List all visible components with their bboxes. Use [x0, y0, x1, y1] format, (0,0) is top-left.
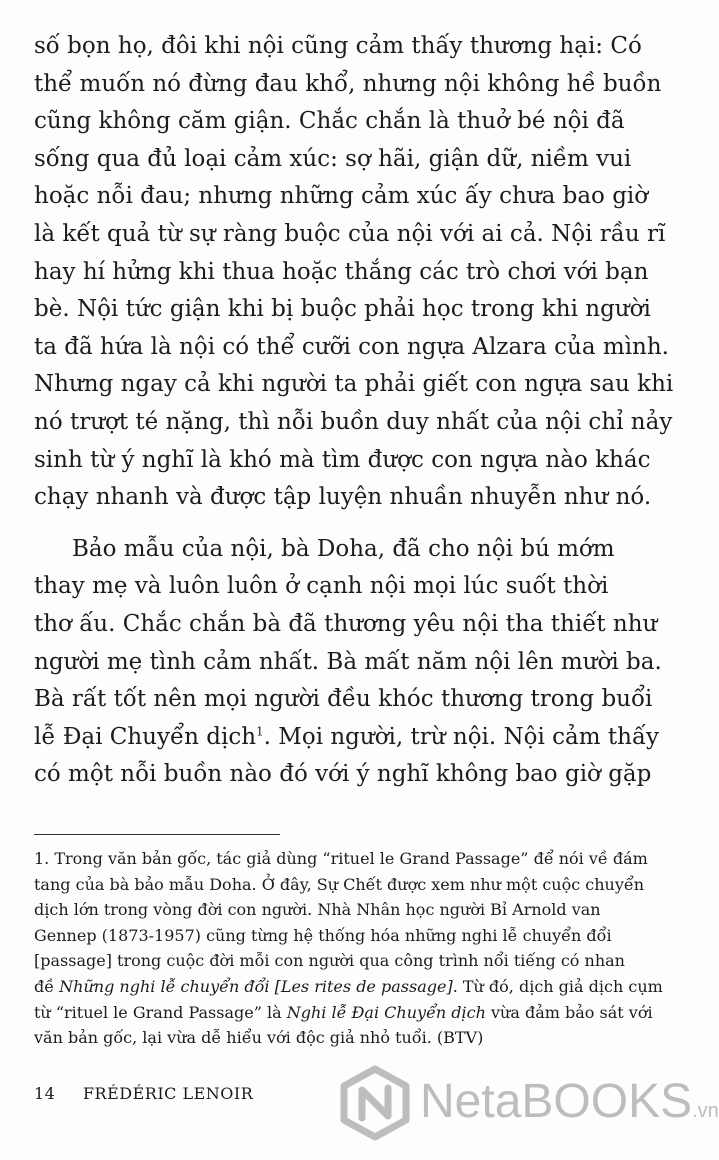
- watermark-brand: [420, 1074, 719, 1129]
- watermark: [340, 1066, 719, 1142]
- footnote-line: [34, 974, 674, 1000]
- footnote-text: đề: [34, 976, 60, 996]
- body-line-part: lễ Đại Chuyển dịch: [34, 723, 257, 750]
- body-line-part: . Mọi người, trừ nội. Nội cảm thấy: [263, 723, 660, 750]
- body-text: [34, 28, 674, 794]
- footnote-text: từ “rituel le Grand Passage” là: [34, 1002, 287, 1022]
- page-footer: [34, 1084, 253, 1103]
- body-line: thơ ấu. Chắc chắn bà đã thương yêu nội tha thiết như: [34, 610, 658, 637]
- body-line: chạy nhanh và được tập luyện nhuần nhuyễn như nó.: [34, 484, 652, 511]
- footnote-divider: [34, 834, 280, 835]
- body-line: cũng không căm giận. Chắc chắn là thuở bé nội đã: [34, 108, 625, 135]
- footnote-text: . Từ đó, dịch giả dịch cụm: [452, 976, 663, 996]
- watermark-brand-name: NetaBOOKS: [420, 1075, 693, 1128]
- footnote-text: vừa đảm bảo sát với: [485, 1002, 653, 1022]
- footnote-italic-term: Nghi lễ Đại Chuyển dịch: [286, 1002, 486, 1022]
- body-line: có một nỗi buồn nào đó với ý nghĩ không bao giờ gặp: [34, 761, 652, 788]
- footnote-line: Gennep (1873-1957) cũng từng hệ thống hóa những nghi lễ chuyển đổi: [34, 925, 612, 945]
- author-name: FRÉDÉRIC LENOIR: [82, 1084, 254, 1103]
- page-number: 14: [34, 1084, 56, 1103]
- footnote-marker[interactable]: 1: [256, 724, 264, 739]
- body-line: Bảo mẫu của nội, bà Doha, đã cho nội bú mớm: [72, 535, 615, 562]
- footnote-line: văn bản gốc, lại vừa dễ hiểu với độc giả nhỏ tuổi. (BTV): [34, 1028, 484, 1048]
- body-line: sinh từ ý nghĩ là khó mà tìm được con ngựa nào khác: [34, 446, 651, 473]
- footnote-line: [34, 1000, 674, 1026]
- body-line: số bọn họ, đôi khi nội cũng cảm thấy thương hại: Có: [34, 33, 642, 59]
- body-line: thay mẹ và luôn luôn ở cạnh nội mọi lúc suốt thời: [34, 573, 609, 600]
- body-line: bè. Nội tức giận khi bị buộc phải học trong khi người: [34, 296, 651, 323]
- footnote-line: 1. Trong văn bản gốc, tác giả dùng “rituel le Grand Passage” để nói về đám: [34, 849, 648, 868]
- footnote-italic-title: Những nghi lễ chuyển đổi [Les rites de passage]: [59, 976, 453, 996]
- body-line: hoặc nỗi đau; nhưng những cảm xúc ấy chưa bao giờ: [34, 183, 649, 210]
- watermark-domain-suffix: .vn: [692, 1100, 719, 1122]
- paragraph-gap: [34, 517, 674, 531]
- body-line: sống qua đủ loại cảm xúc: sợ hãi, giận dữ, niềm vui: [34, 145, 632, 172]
- footnote: [34, 846, 674, 1051]
- footnote-line: [passage] trong cuộc đời mỗi con người qua công trình nổi tiếng có nhan: [34, 951, 625, 971]
- body-line: là kết quả từ sự ràng buộc của nội với ai cả. Nội rầu rĩ: [34, 220, 666, 247]
- body-line: ta đã hứa là nội có thể cưỡi con ngựa Alzara của mình.: [34, 333, 669, 360]
- body-line: hay hí hửng khi thua hoặc thắng các trò chơi với bạn: [34, 258, 649, 285]
- body-line: Bà rất tốt nên mọi người đều khóc thương trong buổi: [34, 686, 653, 713]
- footnote-line: tang của bà bảo mẫu Doha. Ở đây, Sự Chết được xem như một cuộc chuyển: [34, 874, 645, 894]
- netabooks-logo-icon: [340, 1066, 410, 1140]
- body-line: nó trượt té nặng, thì nỗi buồn duy nhất của nội chỉ nảy: [34, 408, 673, 435]
- footnote-line: dịch lớn trong vòng đời con người. Nhà Nhân học người Bỉ Arnold van: [34, 900, 601, 920]
- body-line: [34, 719, 674, 757]
- body-line: Nhưng ngay cả khi người ta phải giết con ngựa sau khi: [34, 371, 674, 398]
- body-line: thể muốn nó đừng đau khổ, nhưng nội không hề buồn: [34, 70, 662, 97]
- body-line: người mẹ tình cảm nhất. Bà mất năm nội lên mười ba.: [34, 648, 662, 675]
